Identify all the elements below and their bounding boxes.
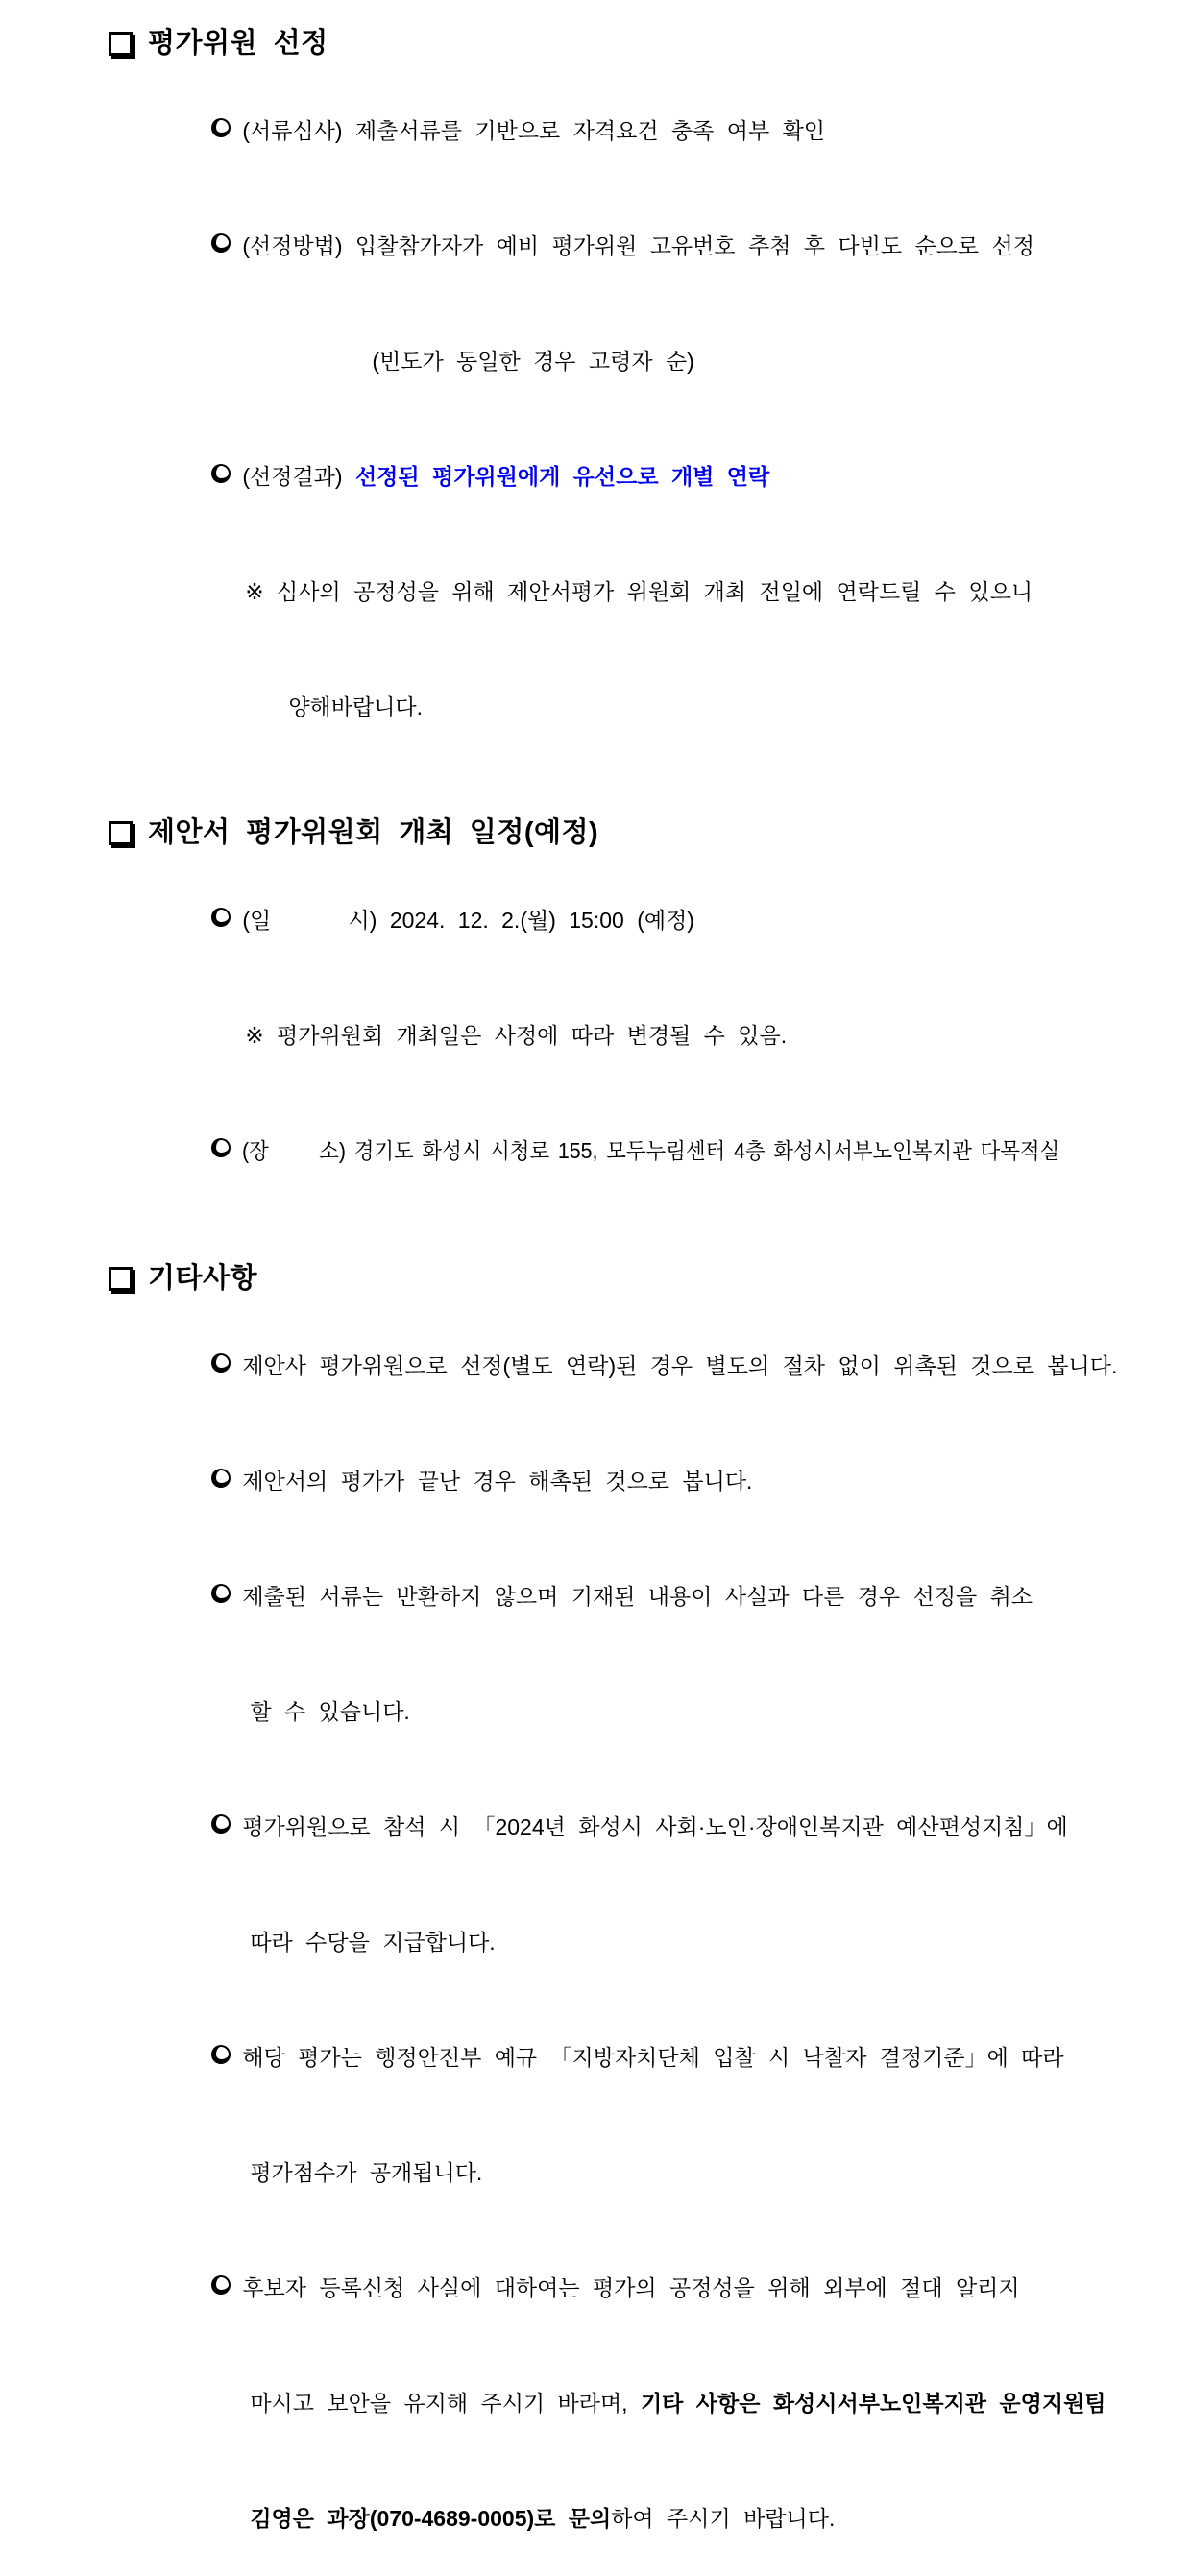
schedule-change-note-text: ※ 평가위원회 개최일은 사정에 따라 변경될 수 있음. [245,1023,788,1048]
circle-bullet-icon [211,2275,231,2295]
section-title: 평가위원 선정 [148,28,328,59]
circle-bullet-icon [211,233,231,253]
misc-score-disclosure-line [134,2000,1191,2115]
section-misc [0,1258,1191,2576]
misc-allowance-continuation-line [173,1884,1191,2000]
misc-confidentiality-line [134,2230,1191,2345]
misc-documents-text: 제출된 서류는 반환하지 않으며 기재된 내용이 사실과 다른 경우 선정을 취소 [242,1584,1033,1609]
shadowed-square-bullet-icon [109,1267,133,1291]
fairness-note-line [168,534,1191,649]
section-title: 제안서 평가위원회 개최 일정(예정) [148,817,599,848]
document-review-line [134,73,1191,188]
circle-bullet-icon [211,1814,231,1834]
misc-score-disclosure-continuation-line [173,2115,1191,2230]
section-schedule [0,813,1191,1208]
fairness-note-continuation-text: 양해바랍니다. [288,694,424,719]
misc-dismissal-line [134,1423,1191,1539]
schedule-location-text: (장 소) 경기도 화성시 시청로 155, 모두누림센터 4층 화성시서부노인복지관 다목적실 [242,1138,1060,1163]
circle-bullet-icon [211,908,231,927]
misc-score-disclosure-continuation-text: 평가점수가 공개됩니다. [250,2160,483,2185]
shadowed-square-bullet-icon [109,32,133,56]
misc-documents-continuation-text: 할 수 있습니다. [250,1699,410,1724]
selection-method-continuation-line [295,304,1191,419]
document-review-text: (서류심사) 제출서류를 기반으로 자격요건 충족 여부 확인 [242,118,826,143]
misc-confidentiality-line3 [173,2461,1191,2576]
circle-bullet-icon [211,118,231,137]
misc-contact-closing-text: 하여 주시기 바랍니다. [611,2506,836,2531]
section-heading-committee-selection [109,23,1191,63]
selection-result-label: (선정결과) [242,464,355,489]
misc-confidentiality-line2 [173,2345,1191,2461]
section-title: 기타사항 [148,1263,258,1294]
circle-bullet-icon [211,2045,231,2064]
fairness-note-continuation-line [211,649,1191,765]
circle-bullet-icon [211,1353,231,1373]
schedule-location-line [134,1093,1191,1208]
misc-confidentiality-text: 후보자 등록신청 사실에 대하여는 평가의 공정성을 위해 외부에 절대 알리지 [242,2275,1020,2300]
selection-method-continuation-text: (빈도가 동일한 경우 고령자 순) [372,349,694,374]
misc-documents-line [134,1539,1191,1654]
circle-bullet-icon [211,464,231,483]
misc-allowance-text: 평가위원으로 참석 시 「2024년 화성시 사회·노인·장애인복지관 예산편성지침」에 [242,1814,1068,1839]
section-heading-schedule [109,813,1191,853]
shadowed-square-bullet-icon [109,821,133,845]
misc-documents-continuation-line [173,1654,1191,1769]
misc-score-disclosure-text: 해당 평가는 행정안전부 예규 「지방자치단체 입찰 시 낙찰자 결정기준」에 따라 [242,2045,1064,2070]
selection-method-line [134,188,1191,304]
selection-result-highlight: 선정된 평가위원에게 유선으로 개별 연락 [354,464,770,489]
circle-bullet-icon [211,1138,231,1157]
misc-appointment-line [134,1308,1191,1423]
misc-allowance-line [134,1769,1191,1884]
misc-allowance-continuation-text: 따라 수당을 지급합니다. [250,1930,496,1955]
circle-bullet-icon [211,1584,231,1603]
schedule-datetime-text: (일 시) 2024. 12. 2.(월) 15:00 (예정) [242,908,694,933]
selection-method-text: (선정방법) 입찰참가자가 예비 평가위원 고유번호 추첨 후 다빈도 순으로 선정 [242,233,1034,258]
misc-contact-phone-bold-text: 김영은 과장(070-4689-0005)로 문의 [250,2506,612,2531]
circle-bullet-icon [211,1469,231,1488]
selection-result-line [134,419,1191,534]
section-committee-selection [0,23,1191,765]
misc-appointment-text: 제안사 평가위원으로 선정(별도 연락)된 경우 별도의 절차 없이 위촉된 것으로 봅니다. [242,1353,1118,1378]
misc-contact-bold-text: 기타 사항은 화성시서부노인복지관 운영지원팀 [640,2391,1106,2416]
schedule-datetime-line [134,863,1191,978]
misc-confidentiality-text-normal: 마시고 보안을 유지해 주시기 바라며, [250,2391,641,2416]
fairness-note-text: ※ 심사의 공정성을 위해 제안서평가 위원회 개최 전일에 연락드릴 수 있으니 [245,579,1033,604]
schedule-change-note-line [168,978,1191,1093]
section-heading-misc [109,1258,1191,1299]
misc-dismissal-text: 제안서의 평가가 끝난 경우 해촉된 것으로 봅니다. [242,1469,753,1494]
